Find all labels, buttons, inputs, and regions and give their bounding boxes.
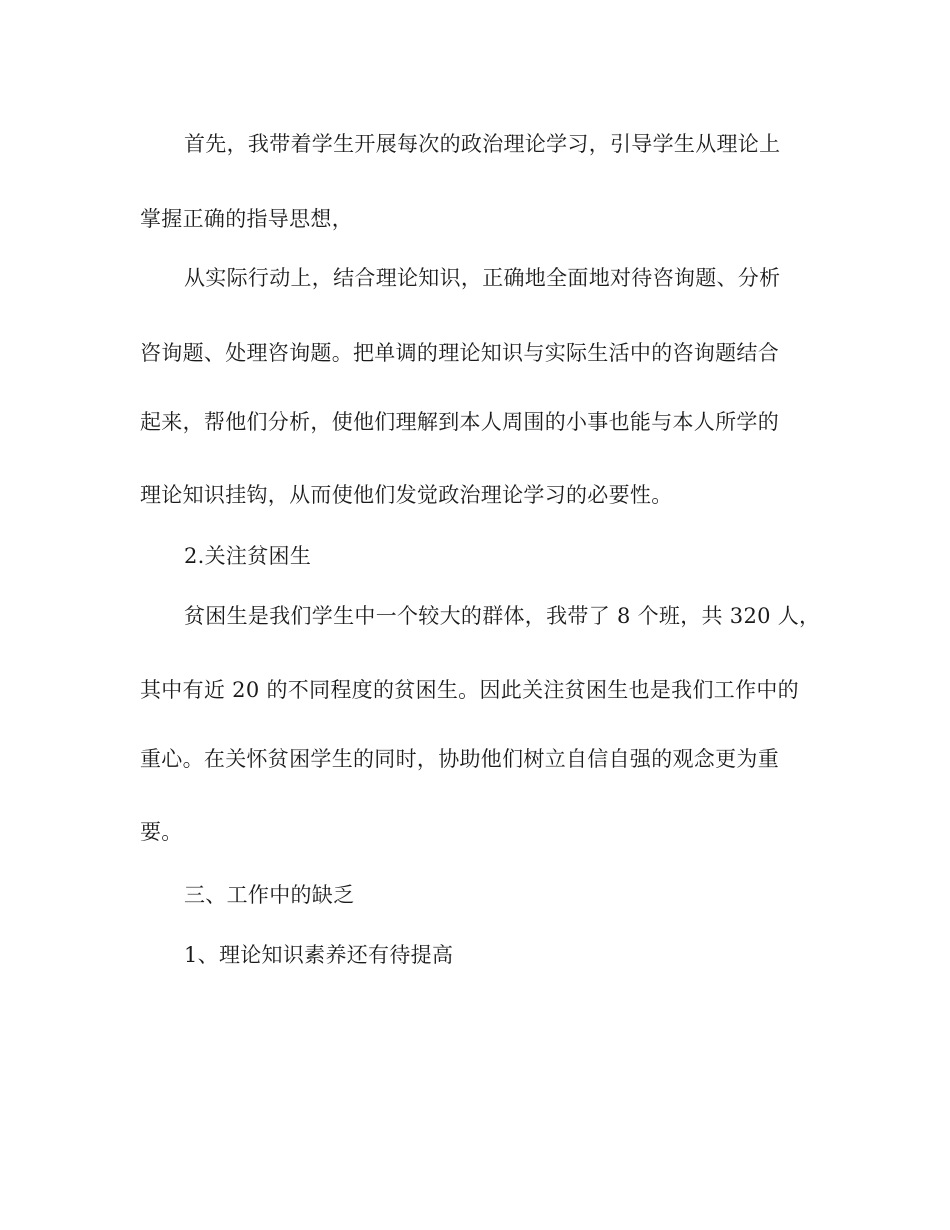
paragraph-2-line-4: 理论知识挂钩，从而使他们发觉政治理论学习的必要性。 — [140, 483, 673, 507]
section-heading-shortcomings: 三、工作中的缺乏 — [184, 883, 355, 907]
paragraph-3-line-2: 其中有近 20 的不同程度的贫困生。因此关注贫困生也是我们工作中的 — [140, 678, 799, 702]
paragraph-1-line-1: 首先，我带着学生开展每次的政治理论学习，引导学生从理论上 — [184, 132, 781, 156]
subsection-heading-theory-literacy: 1、理论知识素养还有待提高 — [184, 943, 454, 967]
paragraph-3-line-4: 要。 — [140, 820, 183, 844]
paragraph-2-line-3: 起来，帮他们分析，使他们理解到本人周围的小事也能与本人所学的 — [140, 410, 779, 434]
paragraph-1-line-2: 掌握正确的指导思想， — [140, 207, 353, 231]
paragraph-2-line-2: 咨询题、处理咨询题。把单调的理论知识与实际生活中的咨询题结合 — [140, 341, 779, 365]
section-heading-poor-students: 2.关注贫困生 — [184, 544, 312, 568]
paragraph-3-line-1: 贫困生是我们学生中一个较大的群体，我带了 8 个班，共 320 人， — [184, 604, 821, 628]
paragraph-2-line-1: 从实际行动上，结合理论知识，正确地全面地对待咨询题、分析 — [184, 266, 781, 290]
paragraph-3-line-3: 重心。在关怀贫困学生的同时，协助他们树立自信自强的观念更为重 — [140, 747, 779, 771]
